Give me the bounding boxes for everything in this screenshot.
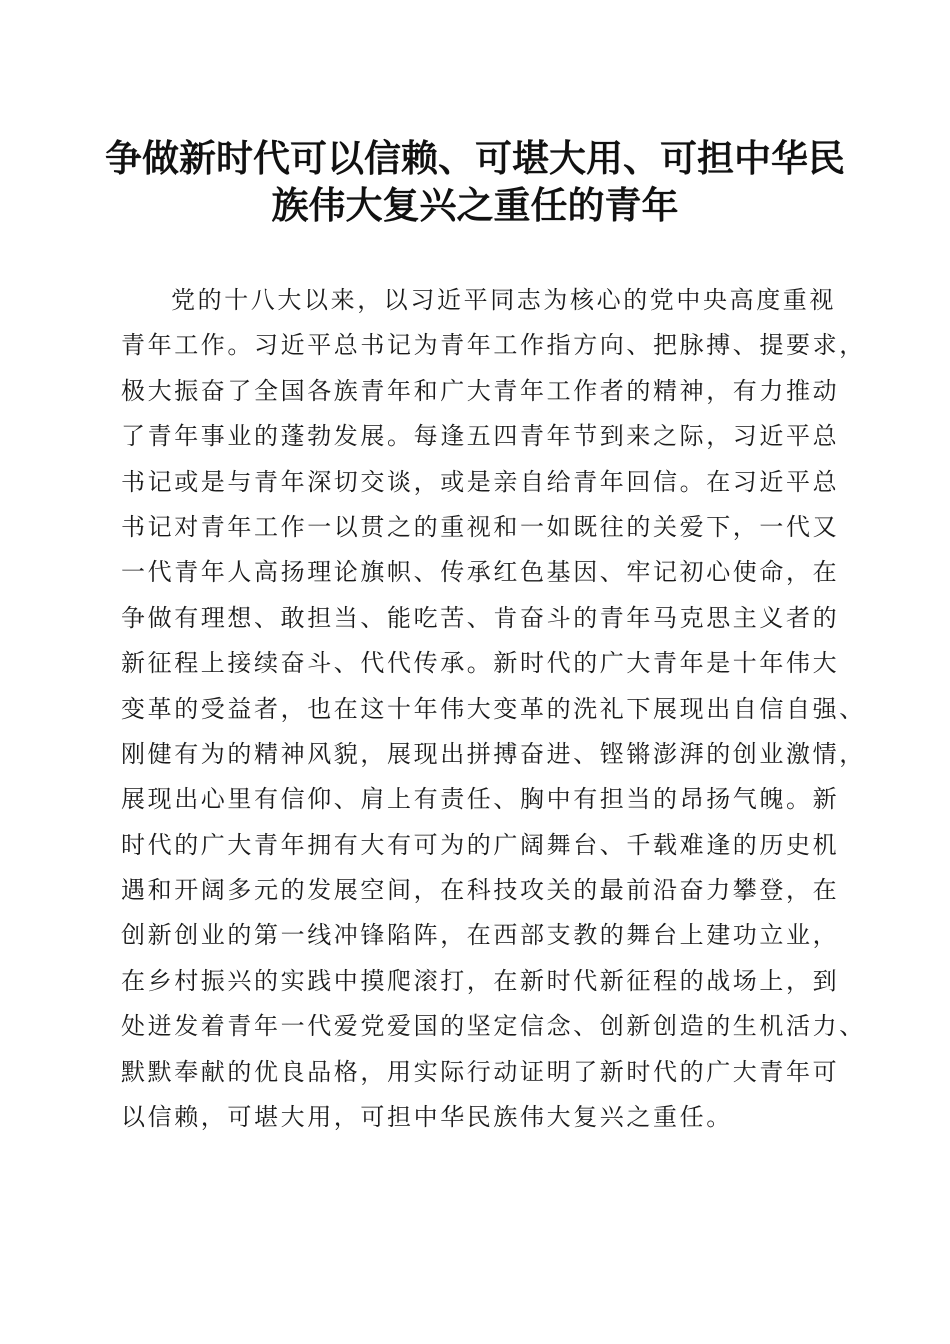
body-line: 创新创业的第一线冲锋陷阵，在西部支教的舞台上建功立业， [121,921,840,950]
body-line: 一代青年人高扬理论旗帜、传承红色基因、牢记初心使命，在 [121,558,840,587]
body-line: 遇和开阔多元的发展空间，在科技攻关的最前沿奋力攀登，在 [121,876,840,905]
body-line: 极大振奋了全国各族青年和广大青年工作者的精神，有力推动 [121,376,840,405]
body-line: 了青年事业的蓬勃发展。每逢五四青年节到来之际，习近平总 [121,422,840,451]
body-line: 新征程上接续奋斗、代代传承。新时代的广大青年是十年伟大 [121,649,840,678]
body-line: 书记对青年工作一以贯之的重视和一如既往的关爱下，一代又 [121,512,840,541]
document-title-line-1: 争做新时代可以信赖、可堪大用、可担中华民 [105,136,845,180]
body-line: 在乡村振兴的实践中摸爬滚打，在新时代新征程的战场上，到 [121,966,840,995]
body-line: 时代的广大青年拥有大有可为的广阔舞台、千载难逢的历史机 [121,830,840,859]
body-line: 处迸发着青年一代爱党爱国的坚定信念、创新创造的生机活力、 [121,1012,866,1041]
body-line: 党的十八大以来，以习近平同志为核心的党中央高度重视 [171,286,836,314]
body-line: 以信赖，可堪大用，可担中华民族伟大复兴之重任。 [121,1103,733,1132]
body-line: 争做有理想、敢担当、能吃苦、肯奋斗的青年马克思主义者的 [121,603,840,632]
body-line: 展现出心里有信仰、肩上有责任、胸中有担当的昂扬气魄。新 [121,785,840,814]
document-body [121,278,866,1140]
body-line: 刚健有为的精神风貌，展现出拼搏奋进、铿锵澎湃的创业激情， [121,739,866,768]
body-line: 青年工作。习近平总书记为青年工作指方向、把脉搏、提要求， [121,331,866,360]
body-line: 默默奉献的优良品格，用实际行动证明了新时代的广大青年可 [121,1057,840,1086]
document-title-line-2: 族伟大复兴之重任的青年 [271,183,679,227]
body-line: 书记或是与青年深切交谈，或是亲自给青年回信。在习近平总 [121,467,840,496]
body-line: 变革的受益者，也在这十年伟大变革的洗礼下展现出自信自强、 [121,694,866,723]
